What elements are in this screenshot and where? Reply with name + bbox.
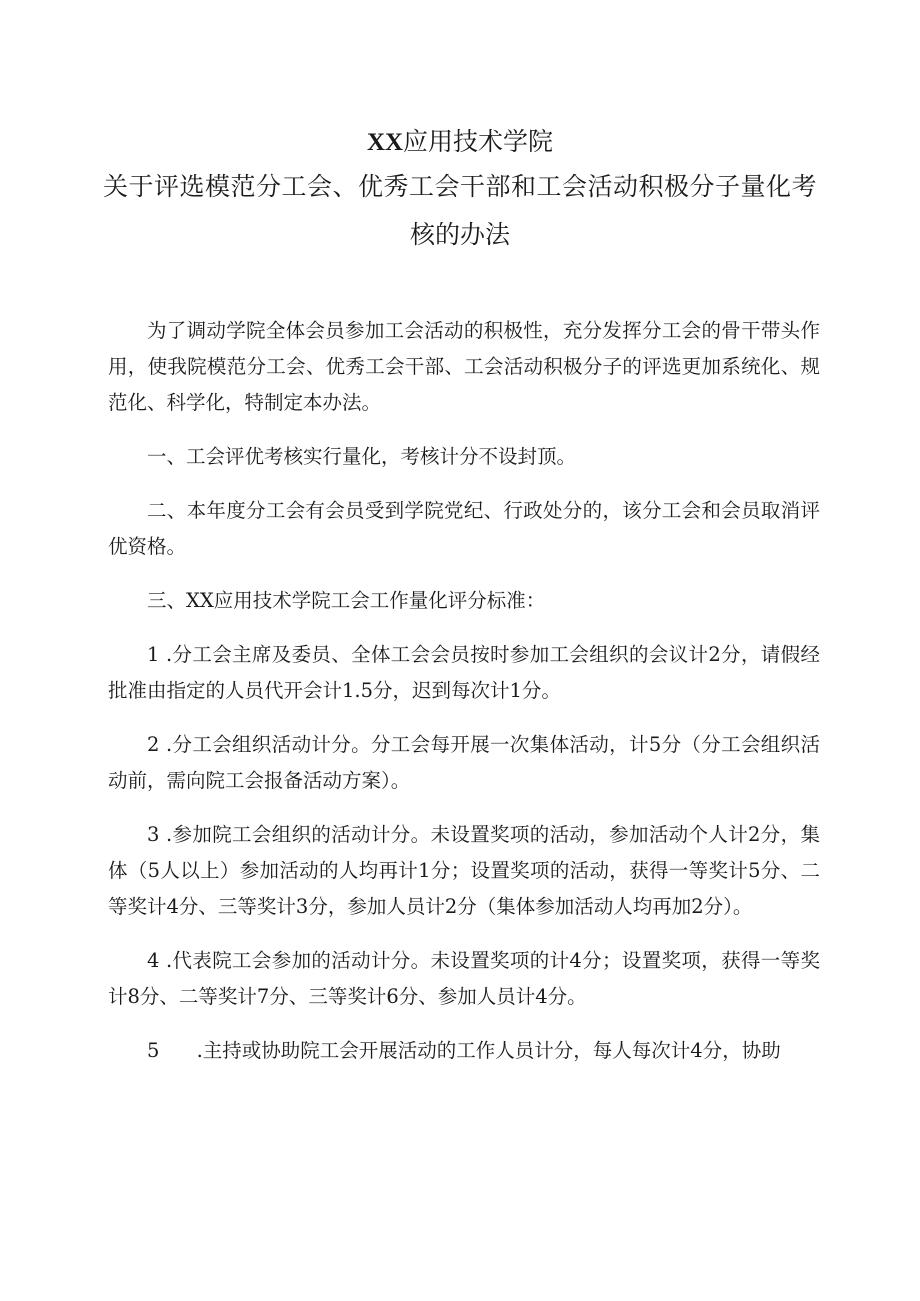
document-title: [100, 122, 820, 259]
paragraph-intro: 为了调动学院全体会员参加工会活动的积极性，充分发挥分工会的骨干带头作用，使我院模范分工会、优秀工会干部、工会活动积极分子的评选更加系统化、规范化、科学化，特制定本办法。: [108, 319, 820, 414]
document-body: [108, 313, 820, 1087]
paragraph-item-5: 5 .主持或协助院工会开展活动的工作人员计分，每人每次计4分，协助: [147, 1039, 781, 1062]
paragraph-section-2: 二、本年度分工会有会员受到学院党纪、行政处分的，该分工会和会员取消评优资格。: [108, 499, 820, 558]
title-institution-name: 应用技术学院: [403, 127, 554, 156]
paragraph-section-1: 一、工会评优考核实行量化，考核计分不设封顶。: [147, 445, 577, 468]
title-line-2: 关于评选模范分工会、优秀工会干部和工会活动积极分子量化考: [102, 172, 817, 201]
paragraph-item-2: 2 .分工会组织活动计分。分工会每开展一次集体活动，计5分（分工会组织活动前，需向院工会报备活动方案）。: [108, 733, 820, 792]
title-line-3: 核的办法: [409, 220, 510, 249]
paragraph-item-3: 3 .参加院工会组织的活动计分。未设置奖项的活动，参加活动个人计2分，集体（5人以上）参加活动的人均再计1分；设置奖项的活动，获得一等奖计5分、二等奖计4分、三等奖计3分，参加人员计2分（集体参加活动人均再加2分）。: [108, 823, 820, 918]
title-institution-prefix: XX: [366, 129, 404, 156]
paragraph-item-1: 1 .分工会主席及委员、全体工会会员按时参加工会组织的会议计2分，请假经批准由指定的人员代开会计1.5分，迟到每次计1分。: [108, 643, 820, 702]
title-institution: [100, 122, 820, 163]
paragraph-item-4: 4 .代表院工会参加的活动计分。未设置奖项的计4分；设置奖项，获得一等奖计8分、二等奖计7分、三等奖计6分、参加人员计4分。: [108, 949, 820, 1008]
paragraph-section-3: 三、XX应用技术学院工会工作量化评分标准：: [147, 589, 546, 612]
